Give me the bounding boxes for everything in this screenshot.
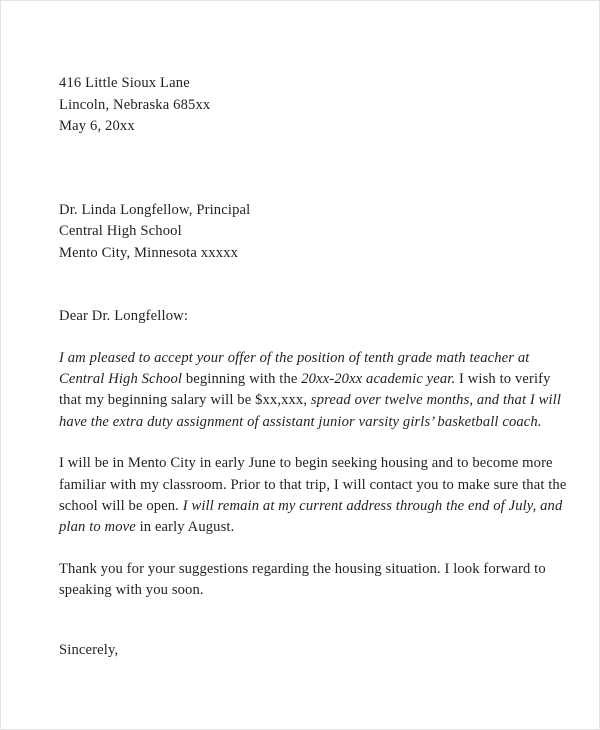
text-run-2: I will remain at my current address through the end of July, and plan to move <box>59 497 563 536</box>
recipient-city-state-zip: Mento City, Minnesota xxxxx <box>59 244 239 261</box>
salutation: Dear Dr. Longfellow: <box>59 308 189 324</box>
spacer-sender-recipient <box>59 138 573 200</box>
text-run-1: Thank you for your suggestions regarding the housing situation. I look forward to speaking with you soon. <box>59 560 546 599</box>
letter-date: May 6, 20xx <box>59 118 135 134</box>
closing-salutation: Sincerely, <box>59 641 119 658</box>
body-paragraph-2 <box>59 453 573 539</box>
text-run-5: spread over twelve months, and that I will have the extra duty assignment of assistant junior varsity girls’ basketball coach. <box>59 392 562 430</box>
sender-address-line-2: Lincoln, Nebraska 685xx <box>59 96 211 113</box>
body-paragraph-3 <box>59 559 573 602</box>
spacer-salutation-body <box>59 328 573 348</box>
text-run-3: 20xx-20xx academic year. <box>301 370 456 387</box>
text-run-4: I wish to verify that my beginning salary will be $xx,xxx, <box>59 370 551 409</box>
spacer-recipient-salutation <box>59 264 573 306</box>
text-run-3: in early August. <box>139 519 235 536</box>
spacer-body-closing <box>59 602 573 640</box>
body-paragraph-1 <box>59 348 573 434</box>
text-run-1: I will be in Mento City in early June to begin seeking housing and to become more familiar with my classroom. Prior to that trip, I will contact you to make sure that the school will be open. <box>59 455 567 514</box>
spacer-paragraph-2-3 <box>59 539 573 559</box>
letter-sheet <box>1 1 599 729</box>
spacer-paragraph-1-2 <box>59 433 573 453</box>
text-run-2: beginning with the <box>185 370 302 387</box>
recipient-address-block <box>59 200 573 265</box>
recipient-organization: Central High School <box>59 223 182 239</box>
sender-address-block <box>59 73 573 138</box>
recipient-name-title: Dr. Linda Longfellow, Principal <box>59 201 251 218</box>
sender-address-line-1: 416 Little Sioux Lane <box>59 75 190 91</box>
text-run-1: I am pleased to accept your offer of the position of tenth grade math teacher at Central High School <box>59 349 530 387</box>
